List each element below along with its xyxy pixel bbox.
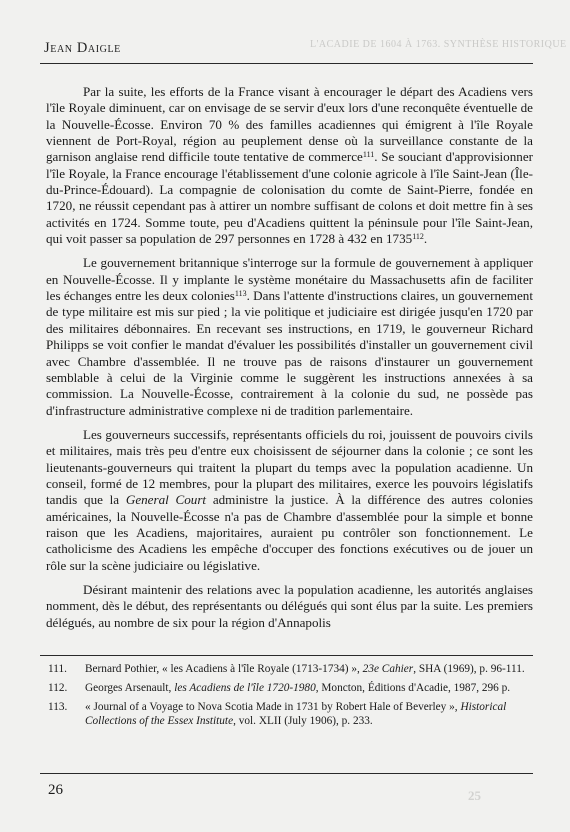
- bleed-through-heading: L'ACADIE DE 1604 À 1763. SYNTHÈSE HISTORIQUE: [310, 39, 567, 50]
- bleed-through-page-number: 25: [468, 788, 481, 803]
- footnote-title: les Acadiens de l'île 1720-1980: [174, 682, 316, 695]
- footnote-text-a: « Journal of a Voyage to Nova Scotia Made in 1731 by Robert Hale of Beverley »,: [85, 701, 461, 714]
- paragraph-1-end: .: [423, 231, 428, 247]
- paragraph-1-text-b: . Se souciant d'approvisionner l'île Royale, la France encourage l'établissement d'une colonie agricole à l'île Saint-Jean (Île-du-Prince-Édouard). La compagnie de colonisation du comte de Saint-Pierre, fondée en 1720, ne réussit cependant pas à attirer un nombre suffisant de colons et doit mettre fin à ses activités en 1724. Somme toute, peu d'Acadiens quittent la péninsule pour l'île Saint-Jean, qui voit passer sa population de 297 personnes en 1728 à 432 en 1735: [46, 149, 533, 247]
- paragraph-4-text: Désirant maintenir des relations avec la population acadienne, les autorités anglaises nomment, dès le début, des représentants ou délégués qui sont élus par la suite. Les premiers délégués, au nombre de six pour la région d'Annapolis: [46, 581, 533, 630]
- body-text: [46, 84, 533, 639]
- footnote-text-b: , vol. XLII (July 1906), p. 233.: [233, 715, 373, 728]
- footnote-number: 113.: [48, 701, 68, 714]
- footnote-text: [85, 700, 533, 728]
- footnote-text-b: , SHA (1969), p. 96-111.: [413, 663, 525, 675]
- footnote-number: 111.: [48, 663, 67, 675]
- footnote-rule: [40, 655, 533, 656]
- paragraph-1-text-a: Par la suite, les efforts de la France visant à encourager le départ des Acadiens vers l'île Royale diminuent, car on envisage de se servir d'eux lors d'une reconquête éventuelle de la Nouvelle-Écosse. Environ 70 % des familles acadiennes qui émigrent à l'île Royale viennent de Port-Royal, région au peuplement dense où la surveillance constante de la garnison anglaise rend difficile toute tentative de commerce: [46, 84, 533, 165]
- paragraph-4: [46, 582, 533, 631]
- paragraph-3-text-b: administre la justice. À la différence des autres colonies américaines, la Nouvelle-Écosse n'a pas de Chambre d'assemblée pour la simple et bonne raison que les Acadiens, majoritaires, auraient pu contrôler son fonctionnement. Le catholicisme des Acadiens les empêche d'occuper des fonctions exécutives ou de jouer un rôle sur la scène judiciaire ou législative.: [46, 492, 534, 573]
- paragraph-2-text-b: . Dans l'attente d'instructions claires, un gouvernement de type militaire est mis sur pied ; la vie politique et judiciaire est dirigée jusqu'en 1720 par des militaires débonnaires. En recevant ses instructions, en 1719, le gouverneur Richard Philipps se voit confier le mandat d'évaluer les possibilités d'installer un gouvernement civil avec Chambre d'assemblée. Il ne trouve pas de raisons d'instaurer un gouvernement semblable à celui de la Virginie comme le suggèrent les instructions annexées à sa commission. La Nouvelle-Écosse, contrairement à la colonie du sud, ne possède pas d'infrastructure administrative complexe ni de tradition parlementaire.: [46, 288, 533, 418]
- paragraph-3-text-a: Les gouverneurs successifs, représentants officiels du roi, jouissent de pouvoirs civils et militaires, mais très peu d'entre eux choisissent de séjourner dans la colonie ; ce sont les lieutenants-gouverneurs qui traitent la plupart du temps avec la population acadienne. Un conseil, formé de 12 membres, pour la plupart des militaires, exerce les pouvoirs législatifs tandis que la: [46, 426, 533, 508]
- footnote-ref-113[interactable]: 113: [234, 289, 247, 299]
- page-number: 26: [48, 782, 63, 798]
- bottom-rule: [40, 773, 533, 774]
- header-rule: [40, 63, 533, 64]
- footnote-title: 23e Cahier: [362, 663, 414, 675]
- general-court-term: General Court: [125, 492, 207, 508]
- running-head: Jean Daigle: [44, 40, 121, 56]
- footnote-text: [85, 662, 533, 676]
- paragraph-2: [46, 255, 533, 418]
- footnote-title: Historical Collections of the Essex Institute: [85, 701, 507, 728]
- footnote-111: [48, 662, 533, 676]
- paragraph-1: [46, 84, 533, 247]
- footnote-text-b: , Moncton, Éditions d'Acadie, 1987, 296 p.: [315, 682, 511, 695]
- footnote-text: [85, 681, 533, 695]
- footnote-number: 112.: [48, 682, 68, 695]
- footnote-113: [48, 700, 533, 728]
- paragraph-3: [46, 427, 533, 574]
- footnote-text-a: Georges Arsenault,: [85, 682, 175, 695]
- footnotes: [48, 662, 533, 733]
- footnote-text-a: Bernard Pothier, « les Acadiens à l'île Royale (1713-1734) »,: [85, 663, 363, 675]
- paragraph-2-text-a: Le gouvernement britannique s'interroge sur la formule de gouvernement à appliquer en Nouvelle-Écosse. Il y implante le système monétaire du Massachusetts afin de faciliter les échanges entre les deux colonies: [46, 255, 533, 304]
- footnote-ref-111[interactable]: 111: [362, 150, 375, 160]
- footnote-112: [48, 681, 533, 695]
- footnote-ref-112[interactable]: 112: [412, 232, 424, 242]
